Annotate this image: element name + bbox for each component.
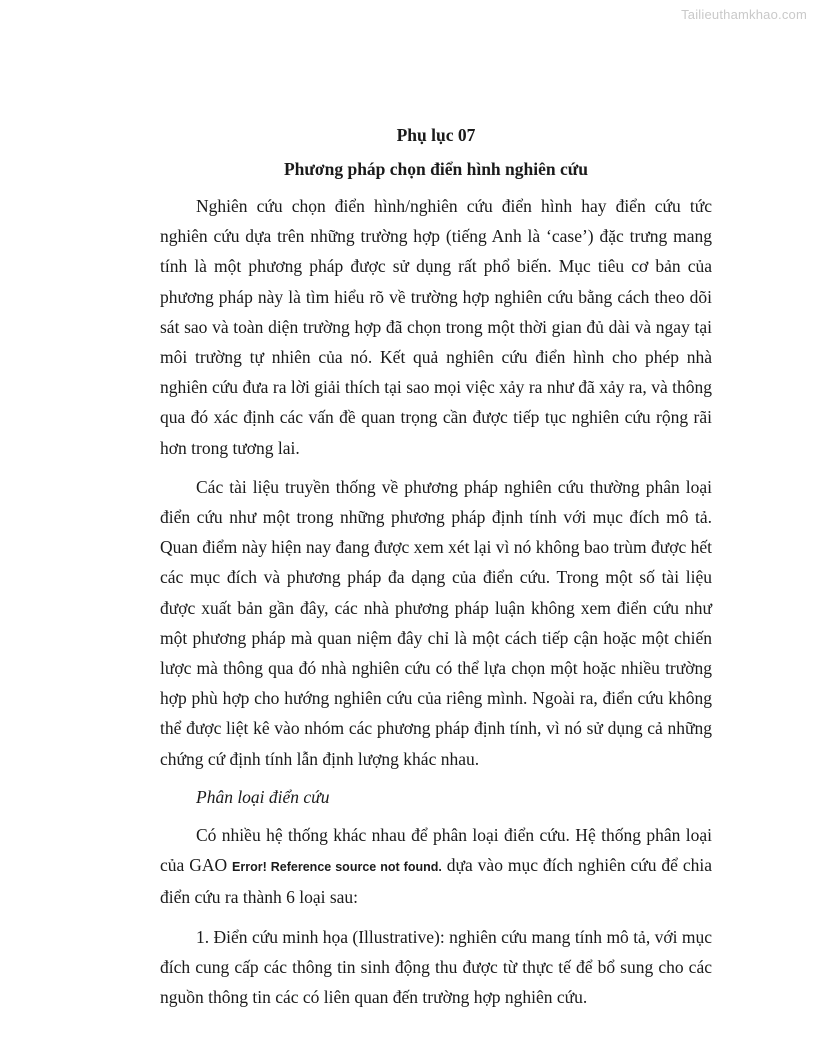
- appendix-label: Phụ lục 07: [396, 125, 476, 145]
- paragraph-traditional-view: Các tài liệu truyền thống về phương pháp nghiên cứu thường phân loại điển cứu như một trong những phương pháp định tính với mục đích mô tả. Quan điểm này hiện nay đang được xem xét lại vì nó không bao trùm được hết các mục đích và phương pháp đa dạng của điển cứu. Trong một số tài liệu được xuất bản gần đây, các nhà phương pháp luận không xem điển cứu như một phương pháp mà quan niệm đây chỉ là một cách tiếp cận hoặc một chiến lược mà thông qua đó nhà nghiên cứu có thể lựa chọn một hoặc nhiều trường hợp phù hợp cho hướng nghiên cứu của riêng mình. Ngoài ra, điển cứu không thể được liệt kê vào nhóm các phương pháp định tính, vì nó sử dụng cả những chứng cứ định tính lẫn định lượng khác nhau.: [160, 476, 712, 769]
- document-page: [160, 122, 712, 1012]
- list-item-illustrative: 1. Điển cứu minh họa (Illustrative): nghiên cứu mang tính mô tả, với mục đích cung cấp các thông tin sinh động thu được từ thực tế để bổ sung cho các nguồn thông tin các có liên quan đến trường hợp nghiên cứu.: [160, 926, 712, 1008]
- section-heading-classification: Phân loại điển cứu: [196, 786, 330, 807]
- watermark-text: Tailieuthamkhao.com: [681, 7, 807, 22]
- reference-error-text: Error! Reference source not found.: [232, 860, 442, 875]
- document-title: Phương pháp chọn điển hình nghiên cứu: [283, 159, 588, 179]
- paragraph-classification-text-end: dựa vào mục đích nghiên cứu để chia điển cứu ra thành 6 loại sau:: [160, 855, 712, 908]
- paragraph-classification-text-start: Có nhiều hệ thống khác nhau để phân loại điển cứu. Hệ thống phân loại của GAO: [160, 825, 712, 876]
- paragraph-classification: [160, 820, 712, 913]
- paragraph-introduction: Nghiên cứu chọn điển hình/nghiên cứu điển hình hay điển cứu tức nghiên cứu dựa trên những trường hợp (tiếng Anh là ‘case’) đặc trưng mang tính là một phương pháp được sử dụng rất phổ biến. Mục tiêu cơ bản của phương pháp này là tìm hiểu rõ về trường hợp nghiên cứu bằng cách theo dõi sát sao và toàn diện trường hợp đã chọn trong một thời gian đủ dài và ngay tại môi trường tự nhiên của nó. Kết quả nghiên cứu điển hình cho phép nhà nghiên cứu đưa ra lời giải thích tại sao mọi việc xảy ra như đã xảy ra, và thông qua đó xác định các vấn đề quan trọng cần được tiếp tục nghiên cứu rộng rãi hơn trong tương lai.: [160, 196, 712, 458]
